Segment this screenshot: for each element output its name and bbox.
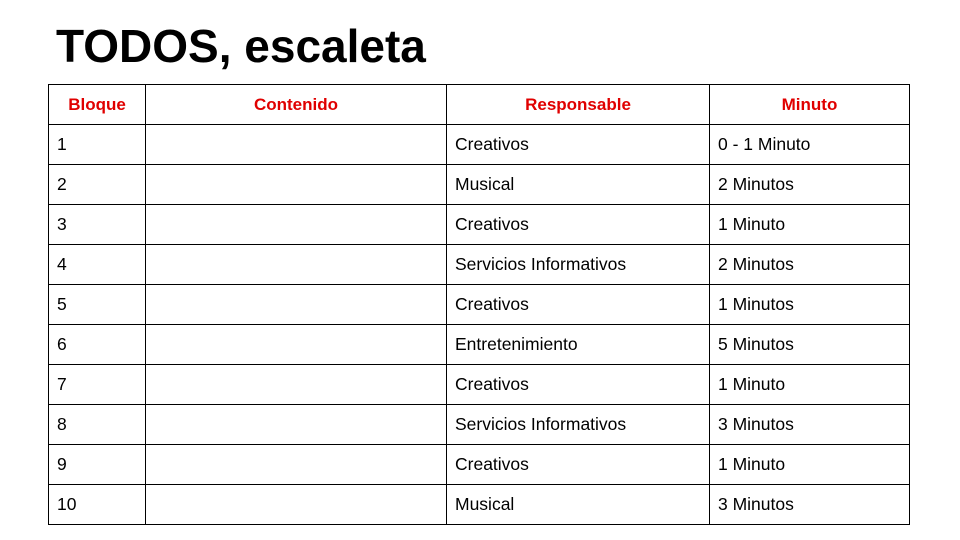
cell-bloque: 2 <box>49 165 146 205</box>
column-header-responsable: Responsable <box>447 85 710 125</box>
cell-minuto: 3 Minutos <box>710 485 910 525</box>
cell-contenido <box>146 165 447 205</box>
cell-minuto: 0 - 1 Minuto <box>710 125 910 165</box>
cell-bloque: 7 <box>49 365 146 405</box>
cell-contenido <box>146 445 447 485</box>
cell-contenido <box>146 405 447 445</box>
cell-contenido <box>146 205 447 245</box>
cell-minuto: 5 Minutos <box>710 325 910 365</box>
cell-contenido <box>146 365 447 405</box>
cell-contenido <box>146 485 447 525</box>
cell-bloque: 10 <box>49 485 146 525</box>
cell-minuto: 1 Minuto <box>710 205 910 245</box>
table-row <box>49 285 910 325</box>
cell-contenido <box>146 325 447 365</box>
table-row <box>49 125 910 165</box>
cell-responsable: Musical <box>447 165 710 205</box>
cell-responsable: Entretenimiento <box>447 325 710 365</box>
cell-minuto: 1 Minutos <box>710 285 910 325</box>
table-row <box>49 365 910 405</box>
cell-bloque: 4 <box>49 245 146 285</box>
slide-title: TODOS, escaleta <box>56 20 426 72</box>
table-row <box>49 325 910 365</box>
cell-contenido <box>146 125 447 165</box>
cell-bloque: 6 <box>49 325 146 365</box>
cell-responsable: Creativos <box>447 285 710 325</box>
cell-responsable: Servicios Informativos <box>447 405 710 445</box>
table-row <box>49 405 910 445</box>
cell-responsable: Creativos <box>447 125 710 165</box>
table-row <box>49 445 910 485</box>
cell-minuto: 2 Minutos <box>710 165 910 205</box>
cell-contenido <box>146 285 447 325</box>
table-row <box>49 245 910 285</box>
cell-bloque: 5 <box>49 285 146 325</box>
escaleta-table <box>48 84 910 525</box>
cell-minuto: 2 Minutos <box>710 245 910 285</box>
table-row <box>49 485 910 525</box>
cell-responsable: Musical <box>447 485 710 525</box>
table-row <box>49 205 910 245</box>
cell-minuto: 3 Minutos <box>710 405 910 445</box>
column-header-bloque: Bloque <box>49 85 146 125</box>
cell-bloque: 1 <box>49 125 146 165</box>
cell-responsable: Creativos <box>447 445 710 485</box>
column-header-contenido: Contenido <box>146 85 447 125</box>
cell-bloque: 9 <box>49 445 146 485</box>
cell-bloque: 8 <box>49 405 146 445</box>
cell-bloque: 3 <box>49 205 146 245</box>
cell-contenido <box>146 245 447 285</box>
table-header-row <box>49 85 910 125</box>
cell-minuto: 1 Minuto <box>710 445 910 485</box>
column-header-minuto: Minuto <box>710 85 910 125</box>
cell-minuto: 1 Minuto <box>710 365 910 405</box>
cell-responsable: Servicios Informativos <box>447 245 710 285</box>
table-row <box>49 165 910 205</box>
cell-responsable: Creativos <box>447 205 710 245</box>
cell-responsable: Creativos <box>447 365 710 405</box>
